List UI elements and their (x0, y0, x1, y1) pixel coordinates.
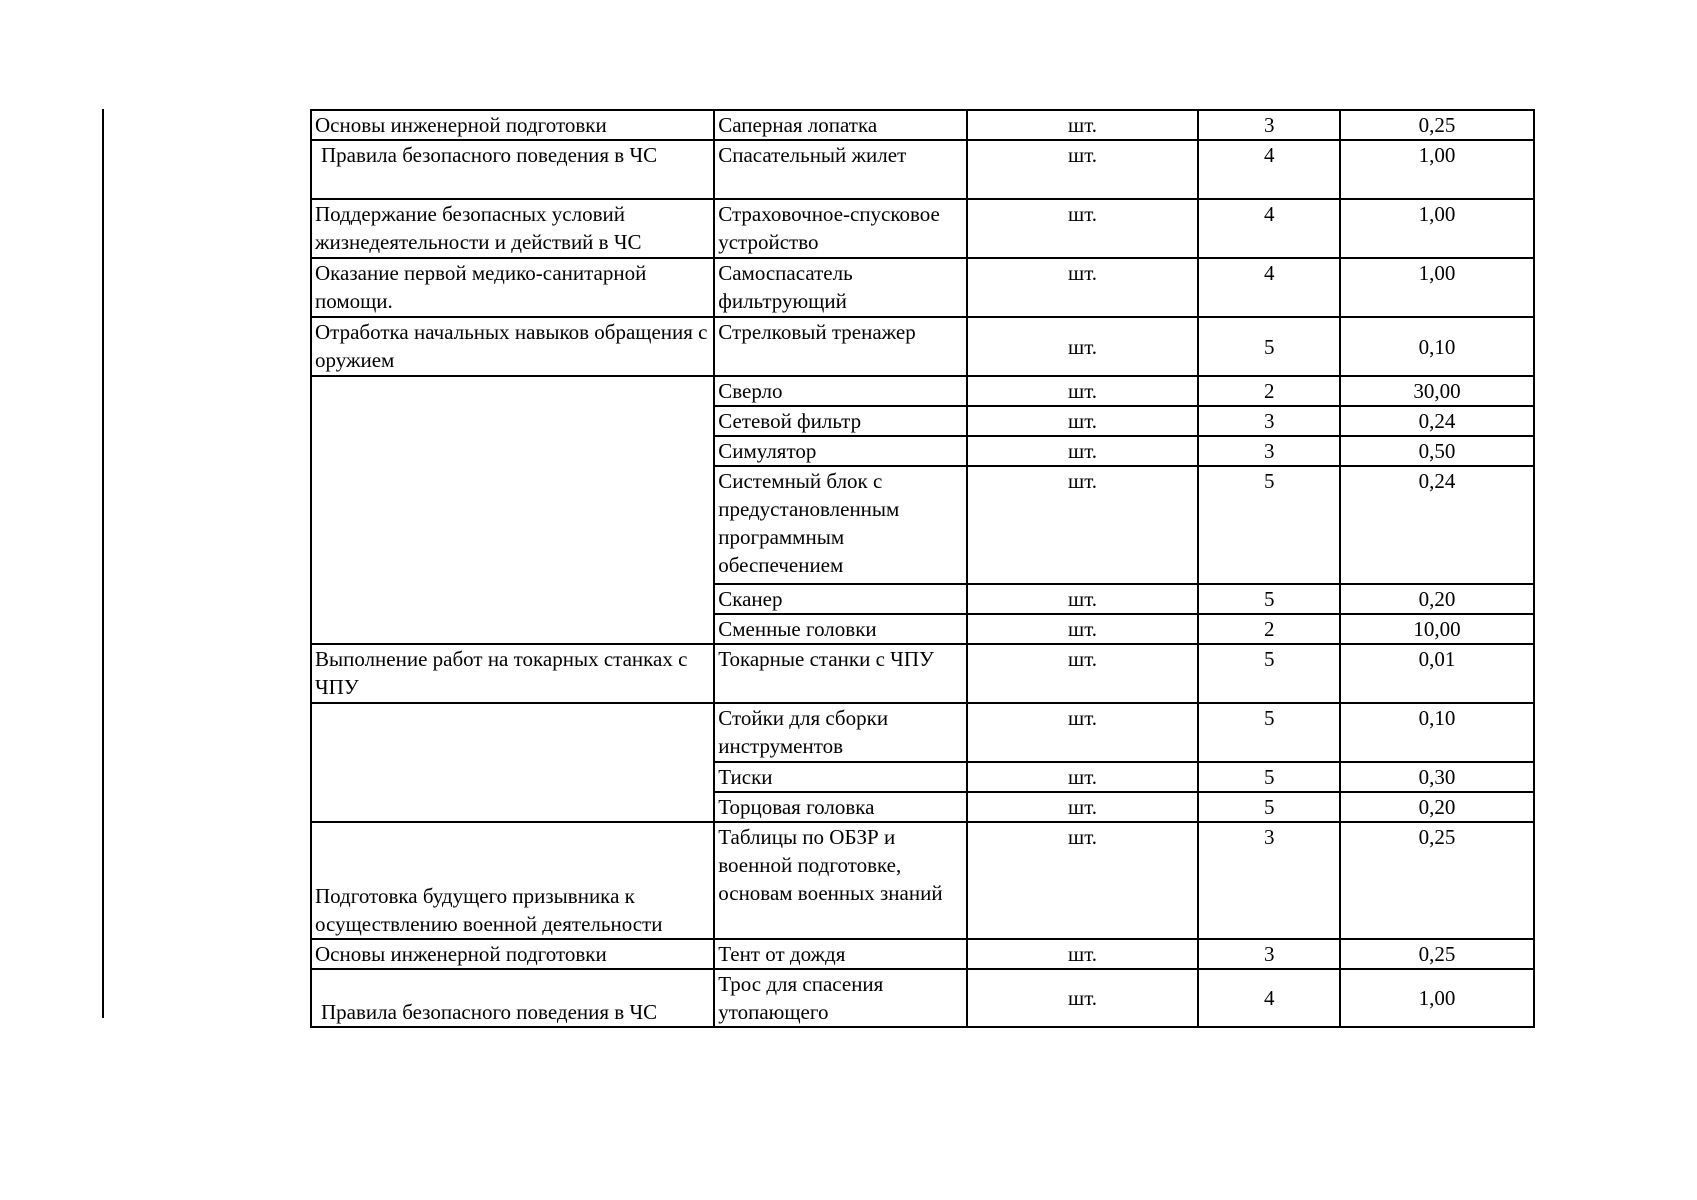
unit-cell: шт. (967, 436, 1199, 466)
quantity-cell: 4 (1198, 258, 1340, 317)
table-row (311, 822, 1534, 939)
norm-cell: 0,50 (1340, 436, 1534, 466)
quantity-cell: 2 (1198, 376, 1340, 406)
unit-cell: шт. (967, 644, 1199, 703)
table-row (311, 644, 1534, 703)
topic-cell: Основы инженерной подготовки (311, 939, 714, 969)
norm-cell: 0,24 (1340, 466, 1534, 584)
unit-cell: шт. (967, 614, 1199, 644)
equipment-table (310, 109, 1535, 1028)
item-cell: Токарные станки с ЧПУ (714, 644, 966, 703)
unit-cell: шт. (967, 762, 1199, 792)
item-cell: Стрелковый тренажер (714, 317, 966, 376)
table-row (311, 969, 1534, 1027)
quantity-cell: 5 (1198, 466, 1340, 584)
unit-cell: шт. (967, 376, 1199, 406)
table-row (311, 140, 1534, 199)
item-cell: Тиски (714, 762, 966, 792)
norm-cell: 0,01 (1340, 644, 1534, 703)
quantity-cell: 5 (1198, 584, 1340, 614)
unit-cell: шт. (967, 199, 1199, 258)
item-cell: Спасательный жилет (714, 140, 966, 199)
unit-cell: шт. (967, 317, 1199, 376)
topic-cell: Основы инженерной подготовки (311, 110, 714, 140)
norm-cell: 1,00 (1340, 969, 1534, 1027)
unit-cell: шт. (967, 703, 1199, 762)
topic-cell (311, 703, 714, 822)
topic-cell: Правила безопасного поведения в ЧС (311, 969, 714, 1027)
quantity-cell: 4 (1198, 969, 1340, 1027)
unit-cell: шт. (967, 466, 1199, 584)
quantity-cell: 5 (1198, 762, 1340, 792)
topic-cell: Подготовка будущего призывника к осуществлению военной деятельности (311, 822, 714, 939)
norm-cell: 1,00 (1340, 199, 1534, 258)
quantity-cell: 3 (1198, 110, 1340, 140)
norm-cell: 0,25 (1340, 110, 1534, 140)
item-cell: Сверло (714, 376, 966, 406)
quantity-cell: 4 (1198, 140, 1340, 199)
quantity-cell: 3 (1198, 939, 1340, 969)
item-cell: Сетевой фильтр (714, 406, 966, 436)
unit-cell: шт. (967, 584, 1199, 614)
unit-cell: шт. (967, 939, 1199, 969)
norm-cell: 0,20 (1340, 792, 1534, 822)
quantity-cell: 5 (1198, 644, 1340, 703)
norm-cell: 0,10 (1340, 317, 1534, 376)
quantity-cell: 5 (1198, 703, 1340, 762)
item-cell: Трос для спасения утопающего (714, 969, 966, 1027)
norm-cell: 0,10 (1340, 703, 1534, 762)
unit-cell: шт. (967, 140, 1199, 199)
item-cell: Сканер (714, 584, 966, 614)
table-row (311, 939, 1534, 969)
item-cell: Торцовая головка (714, 792, 966, 822)
item-cell: Страховочное-спусковое устройство (714, 199, 966, 258)
norm-cell: 30,00 (1340, 376, 1534, 406)
item-cell: Симулятор (714, 436, 966, 466)
table-row (311, 258, 1534, 317)
norm-cell: 0,20 (1340, 584, 1534, 614)
norm-cell: 1,00 (1340, 140, 1534, 199)
norm-cell: 10,00 (1340, 614, 1534, 644)
topic-cell: Оказание первой медико-санитарной помощи. (311, 258, 714, 317)
norm-cell: 0,24 (1340, 406, 1534, 436)
quantity-cell: 3 (1198, 822, 1340, 939)
norm-cell: 0,25 (1340, 939, 1534, 969)
item-cell: Таблицы по ОБЗР и военной подготовке, основам военных знаний (714, 822, 966, 939)
quantity-cell: 3 (1198, 406, 1340, 436)
quantity-cell: 5 (1198, 792, 1340, 822)
unit-cell: шт. (967, 792, 1199, 822)
table-row (311, 199, 1534, 258)
table-row (311, 376, 1534, 406)
table-row (311, 703, 1534, 762)
quantity-cell: 2 (1198, 614, 1340, 644)
topic-cell: Отработка начальных навыков обращения с оружием (311, 317, 714, 376)
item-cell: Системный блок с предустановленным программным обеспечением (714, 466, 966, 584)
quantity-cell: 3 (1198, 436, 1340, 466)
topic-cell: Выполнение работ на токарных станках с ЧПУ (311, 644, 714, 703)
item-cell: Стойки для сборки инструментов (714, 703, 966, 762)
item-cell: Самоспасатель фильтрующий (714, 258, 966, 317)
norm-cell: 1,00 (1340, 258, 1534, 317)
table-row (311, 110, 1534, 140)
item-cell: Сменные головки (714, 614, 966, 644)
quantity-cell: 5 (1198, 317, 1340, 376)
topic-cell: Правила безопасного поведения в ЧС (311, 140, 714, 199)
norm-cell: 0,30 (1340, 762, 1534, 792)
page-margin-rule (102, 109, 104, 1018)
unit-cell: шт. (967, 110, 1199, 140)
unit-cell: шт. (967, 969, 1199, 1027)
unit-cell: шт. (967, 406, 1199, 436)
norm-cell: 0,25 (1340, 822, 1534, 939)
topic-cell: Поддержание безопасных условий жизнедеятельности и действий в ЧС (311, 199, 714, 258)
item-cell: Саперная лопатка (714, 110, 966, 140)
item-cell: Тент от дождя (714, 939, 966, 969)
topic-cell (311, 376, 714, 644)
quantity-cell: 4 (1198, 199, 1340, 258)
table-row (311, 317, 1534, 376)
unit-cell: шт. (967, 822, 1199, 939)
unit-cell: шт. (967, 258, 1199, 317)
